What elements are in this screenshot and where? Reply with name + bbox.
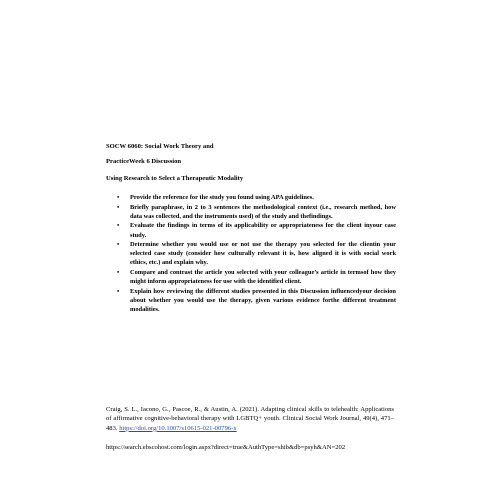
course-title-line-1: SOCW 6060: Social Work Theory and bbox=[106, 143, 214, 150]
reference-text: Craig, S. L., Iacono, G., Pascoe, R., & Austin, A. (2021). Adapting clinical skills to telehealth: Applications of affirmative cognitive-behavioral therapy with LGBTQ+ youth. Clinical Social Work Journal, 49(4), 471–483. bbox=[106, 406, 394, 432]
doi-link[interactable]: https://doi.org/10.1007/s10615-021-00796-x bbox=[119, 424, 237, 432]
instruction-text: Briefly paraphrase, in 2 to 3 sentences the methodological context (i.e., research method, how data was collected, and the instruments used) of the study and thefindings. bbox=[130, 203, 396, 220]
instruction-list bbox=[106, 193, 396, 315]
instruction-text: Provide the reference for the study you found using APA guidelines. bbox=[130, 194, 314, 201]
instruction-item bbox=[106, 193, 396, 202]
bullet-icon: • bbox=[117, 222, 120, 230]
apa-reference bbox=[106, 405, 394, 433]
database-url[interactable]: https://search.ebscohost.com/login.aspx?direct=true&AuthType=shib&db=psyh&AN=202 bbox=[106, 444, 346, 451]
instruction-item bbox=[106, 203, 396, 221]
instruction-text: Compare and contrast the article you selected with your colleague’s article in termsof how they might inform appropriateness for use with the identified client. bbox=[130, 269, 396, 286]
instruction-text: Explain how reviewing the different studies presented in this Discussion influencedyour decision about whether you would use the therapy, given various evidence forthe different treatment modalities. bbox=[130, 287, 396, 314]
bullet-icon: • bbox=[117, 269, 120, 277]
instruction-item bbox=[106, 221, 396, 239]
instruction-item bbox=[106, 240, 396, 267]
instruction-item bbox=[106, 287, 396, 314]
discussion-title: Using Research to Select a Therapeutic Modality bbox=[106, 175, 244, 182]
bullet-icon: • bbox=[117, 194, 120, 201]
instruction-item bbox=[106, 268, 396, 286]
bullet-icon: • bbox=[117, 287, 120, 295]
instruction-text: Evaluate the findings in terms of its applicability or appropriateness for the client inyour case study. bbox=[130, 222, 396, 239]
course-title-line-2: PracticeWeek 6 Discussion bbox=[106, 158, 182, 165]
instruction-text: Determine whether you would use or not use the therapy you selected for the clientin your selected case study (consider how culturally relevant it is, how aligned it is with social work ethics, etc.) and explain why. bbox=[130, 241, 396, 267]
bullet-icon: • bbox=[117, 203, 120, 211]
bullet-icon: • bbox=[117, 241, 120, 249]
